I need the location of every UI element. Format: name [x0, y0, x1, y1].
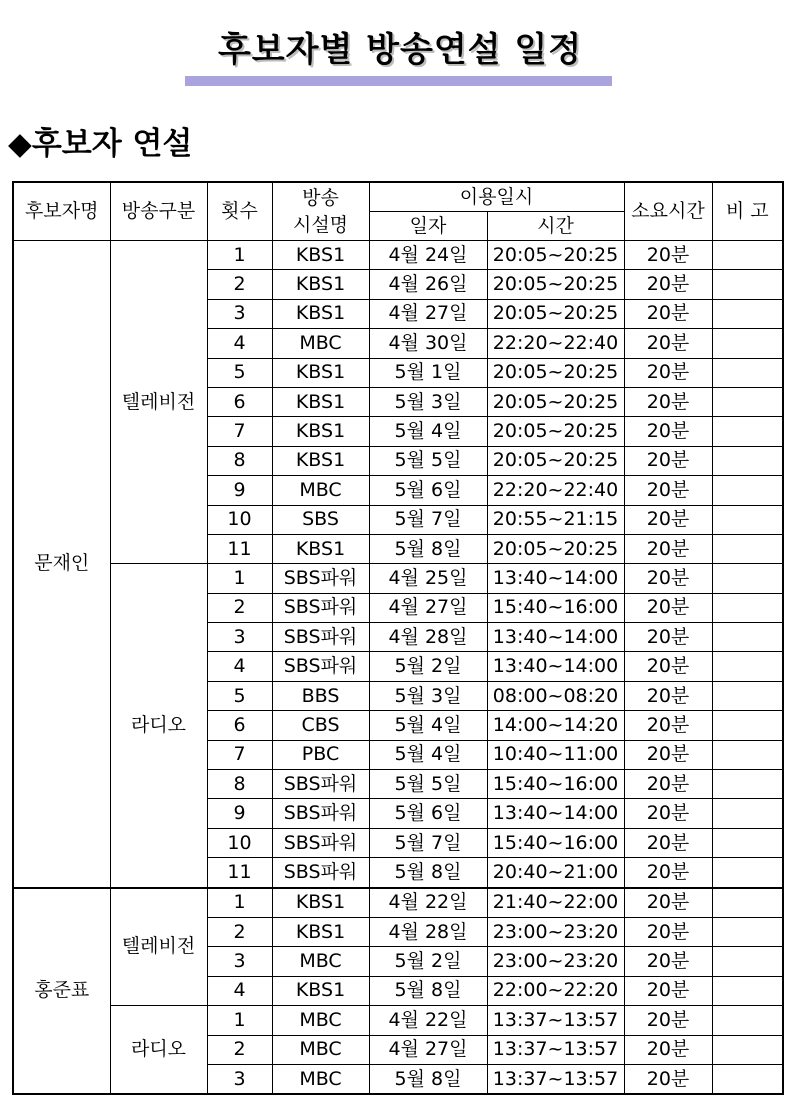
broadcast-time: 15:40~16:00 — [487, 828, 624, 857]
duration: 20분 — [624, 505, 712, 534]
header-facility-line1: 방송 — [302, 186, 339, 209]
header-count: 횟수 — [207, 182, 272, 241]
broadcast-date: 5월 3일 — [369, 681, 487, 710]
note — [712, 564, 783, 593]
broadcast-time: 13:40~14:00 — [487, 623, 624, 652]
station-name: MBC — [272, 1035, 369, 1064]
duration: 20분 — [624, 976, 712, 1005]
duration: 20분 — [624, 828, 712, 857]
broadcast-time: 20:40~21:00 — [487, 858, 624, 888]
broadcast-date: 5월 3일 — [369, 387, 487, 416]
broadcast-count: 4 — [207, 652, 272, 681]
note — [712, 711, 783, 740]
duration: 20분 — [624, 299, 712, 328]
table-row — [13, 888, 783, 918]
station-name: KBS1 — [272, 917, 369, 946]
duration: 20분 — [624, 770, 712, 799]
broadcast-date: 4월 27일 — [369, 1035, 487, 1064]
broadcast-date: 4월 28일 — [369, 623, 487, 652]
station-name: MBC — [272, 476, 369, 505]
note — [712, 917, 783, 946]
header-facility — [272, 182, 369, 241]
station-name: KBS1 — [272, 446, 369, 475]
broadcast-count: 1 — [207, 888, 272, 918]
broadcast-count: 9 — [207, 799, 272, 828]
station-name: KBS1 — [272, 241, 369, 270]
note — [712, 681, 783, 710]
broadcast-time: 13:37~13:57 — [487, 1006, 624, 1035]
broadcast-date: 5월 2일 — [369, 947, 487, 976]
header-duration: 소요시간 — [624, 182, 712, 241]
note — [712, 770, 783, 799]
station-name: KBS1 — [272, 534, 369, 563]
title-underline — [185, 76, 612, 86]
section-title: 후보자 연설 — [31, 126, 193, 162]
duration: 20분 — [624, 241, 712, 270]
station-name: KBS1 — [272, 888, 369, 918]
header-facility-line2: 시설명 — [292, 213, 349, 236]
broadcast-time: 15:40~16:00 — [487, 593, 624, 622]
station-name: SBS — [272, 505, 369, 534]
broadcast-date: 5월 4일 — [369, 740, 487, 769]
broadcast-count: 6 — [207, 711, 272, 740]
note — [712, 1064, 783, 1094]
note — [712, 858, 783, 888]
broadcast-time: 23:00~23:20 — [487, 917, 624, 946]
broadcast-count: 3 — [207, 299, 272, 328]
broadcast-count: 2 — [207, 593, 272, 622]
broadcast-time: 20:05~20:25 — [487, 446, 624, 475]
broadcast-time: 22:20~22:40 — [487, 476, 624, 505]
table-row — [13, 241, 783, 270]
duration: 20분 — [624, 681, 712, 710]
schedule-body — [13, 241, 783, 1095]
duration: 20분 — [624, 652, 712, 681]
broadcast-time: 23:00~23:20 — [487, 947, 624, 976]
duration: 20분 — [624, 534, 712, 563]
duration: 20분 — [624, 858, 712, 888]
duration: 20분 — [624, 358, 712, 387]
duration: 20분 — [624, 1064, 712, 1094]
note — [712, 799, 783, 828]
broadcast-count: 1 — [207, 564, 272, 593]
broadcast-count: 8 — [207, 446, 272, 475]
duration: 20분 — [624, 417, 712, 446]
duration: 20분 — [624, 476, 712, 505]
broadcast-count: 3 — [207, 947, 272, 976]
note — [712, 1006, 783, 1035]
station-name: PBC — [272, 740, 369, 769]
broadcast-time: 21:40~22:00 — [487, 888, 624, 918]
candidate-name: 문재인 — [13, 241, 110, 888]
station-name: SBS파워 — [272, 770, 369, 799]
broadcast-count: 4 — [207, 329, 272, 358]
duration: 20분 — [624, 917, 712, 946]
broadcast-time: 20:05~20:25 — [487, 358, 624, 387]
note — [712, 623, 783, 652]
broadcast-date: 5월 2일 — [369, 652, 487, 681]
broadcast-time: 13:40~14:00 — [487, 799, 624, 828]
header-candidate: 후보자명 — [13, 182, 110, 241]
broadcast-date: 5월 8일 — [369, 1064, 487, 1094]
broadcast-count: 7 — [207, 740, 272, 769]
broadcast-count: 3 — [207, 1064, 272, 1094]
note — [712, 652, 783, 681]
note — [712, 593, 783, 622]
station-name: SBS파워 — [272, 623, 369, 652]
broadcast-time: 22:00~22:20 — [487, 976, 624, 1005]
duration: 20분 — [624, 564, 712, 593]
table-row — [13, 564, 783, 593]
broadcast-date: 5월 8일 — [369, 858, 487, 888]
station-name: SBS파워 — [272, 799, 369, 828]
duration: 20분 — [624, 1035, 712, 1064]
note — [712, 446, 783, 475]
duration: 20분 — [624, 270, 712, 299]
broadcast-date: 4월 25일 — [369, 564, 487, 593]
broadcast-count: 7 — [207, 417, 272, 446]
broadcast-time: 13:37~13:57 — [487, 1035, 624, 1064]
note — [712, 1035, 783, 1064]
note — [712, 976, 783, 1005]
duration: 20분 — [624, 799, 712, 828]
broadcast-count: 5 — [207, 681, 272, 710]
broadcast-type: 텔레비전 — [110, 888, 207, 1006]
note — [712, 947, 783, 976]
duration: 20분 — [624, 623, 712, 652]
duration: 20분 — [624, 593, 712, 622]
broadcast-time: 20:05~20:25 — [487, 534, 624, 563]
duration: 20분 — [624, 329, 712, 358]
duration: 20분 — [624, 446, 712, 475]
header-date: 일자 — [369, 212, 487, 241]
broadcast-date: 5월 6일 — [369, 799, 487, 828]
broadcast-time: 13:40~14:00 — [487, 652, 624, 681]
note — [712, 270, 783, 299]
broadcast-type: 라디오 — [110, 1006, 207, 1095]
broadcast-type: 텔레비전 — [110, 241, 207, 564]
duration: 20분 — [624, 740, 712, 769]
station-name: MBC — [272, 947, 369, 976]
broadcast-date: 4월 27일 — [369, 593, 487, 622]
broadcast-time: 10:40~11:00 — [487, 740, 624, 769]
broadcast-count: 9 — [207, 476, 272, 505]
broadcast-time: 15:40~16:00 — [487, 770, 624, 799]
header-time: 시간 — [487, 212, 624, 241]
note — [712, 241, 783, 270]
broadcast-count: 2 — [207, 1035, 272, 1064]
broadcast-date: 5월 8일 — [369, 976, 487, 1005]
station-name: KBS1 — [272, 270, 369, 299]
station-name: SBS파워 — [272, 828, 369, 857]
note — [712, 534, 783, 563]
station-name: KBS1 — [272, 976, 369, 1005]
broadcast-time: 20:05~20:25 — [487, 417, 624, 446]
note — [712, 828, 783, 857]
broadcast-time: 14:00~14:20 — [487, 711, 624, 740]
broadcast-date: 4월 28일 — [369, 917, 487, 946]
station-name: MBC — [272, 1064, 369, 1094]
broadcast-date: 5월 7일 — [369, 828, 487, 857]
broadcast-date: 4월 27일 — [369, 299, 487, 328]
station-name: SBS파워 — [272, 564, 369, 593]
schedule-table — [12, 181, 784, 1095]
note — [712, 387, 783, 416]
broadcast-time: 13:40~14:00 — [487, 564, 624, 593]
note — [712, 888, 783, 918]
note — [712, 417, 783, 446]
broadcast-count: 1 — [207, 1006, 272, 1035]
diamond-icon: ◆ — [8, 126, 32, 162]
station-name: SBS파워 — [272, 858, 369, 888]
broadcast-date: 4월 22일 — [369, 888, 487, 918]
station-name: SBS파워 — [272, 652, 369, 681]
broadcast-count: 3 — [207, 623, 272, 652]
broadcast-type: 라디오 — [110, 564, 207, 888]
note — [712, 299, 783, 328]
broadcast-count: 2 — [207, 270, 272, 299]
broadcast-date: 4월 26일 — [369, 270, 487, 299]
station-name: KBS1 — [272, 358, 369, 387]
note — [712, 329, 783, 358]
broadcast-date: 4월 22일 — [369, 1006, 487, 1035]
duration: 20분 — [624, 711, 712, 740]
broadcast-time: 20:55~21:15 — [487, 505, 624, 534]
broadcast-count: 8 — [207, 770, 272, 799]
broadcast-time: 08:00~08:20 — [487, 681, 624, 710]
duration: 20분 — [624, 1006, 712, 1035]
broadcast-date: 5월 5일 — [369, 770, 487, 799]
note — [712, 476, 783, 505]
table-row — [13, 1006, 783, 1035]
broadcast-count: 4 — [207, 976, 272, 1005]
note — [712, 505, 783, 534]
station-name: MBC — [272, 1006, 369, 1035]
station-name: KBS1 — [272, 417, 369, 446]
station-name: KBS1 — [272, 387, 369, 416]
page-title: 후보자별 방송연설 일정 — [217, 30, 583, 70]
station-name: CBS — [272, 711, 369, 740]
broadcast-time: 20:05~20:25 — [487, 270, 624, 299]
broadcast-date: 5월 8일 — [369, 534, 487, 563]
broadcast-date: 5월 6일 — [369, 476, 487, 505]
broadcast-count: 10 — [207, 828, 272, 857]
broadcast-count: 6 — [207, 387, 272, 416]
station-name: BBS — [272, 681, 369, 710]
broadcast-time: 20:05~20:25 — [487, 299, 624, 328]
broadcast-date: 4월 24일 — [369, 241, 487, 270]
broadcast-count: 10 — [207, 505, 272, 534]
header-note: 비 고 — [712, 182, 783, 241]
broadcast-time: 13:37~13:57 — [487, 1064, 624, 1094]
broadcast-time: 22:20~22:40 — [487, 329, 624, 358]
station-name: SBS파워 — [272, 593, 369, 622]
station-name: KBS1 — [272, 299, 369, 328]
header-usage: 이용일시 — [369, 182, 624, 212]
broadcast-count: 11 — [207, 534, 272, 563]
broadcast-date: 5월 7일 — [369, 505, 487, 534]
broadcast-time: 20:05~20:25 — [487, 241, 624, 270]
candidate-name: 홍준표 — [13, 888, 110, 1095]
duration: 20분 — [624, 387, 712, 416]
broadcast-date: 5월 4일 — [369, 417, 487, 446]
broadcast-count: 5 — [207, 358, 272, 387]
broadcast-date: 5월 1일 — [369, 358, 487, 387]
broadcast-count: 1 — [207, 241, 272, 270]
broadcast-date: 4월 30일 — [369, 329, 487, 358]
note — [712, 740, 783, 769]
broadcast-count: 2 — [207, 917, 272, 946]
section-heading — [8, 118, 192, 163]
broadcast-time: 20:05~20:25 — [487, 387, 624, 416]
broadcast-date: 5월 5일 — [369, 446, 487, 475]
duration: 20분 — [624, 947, 712, 976]
note — [712, 358, 783, 387]
station-name: MBC — [272, 329, 369, 358]
broadcast-date: 5월 4일 — [369, 711, 487, 740]
header-type: 방송구분 — [110, 182, 207, 241]
duration: 20분 — [624, 888, 712, 918]
broadcast-count: 11 — [207, 858, 272, 888]
